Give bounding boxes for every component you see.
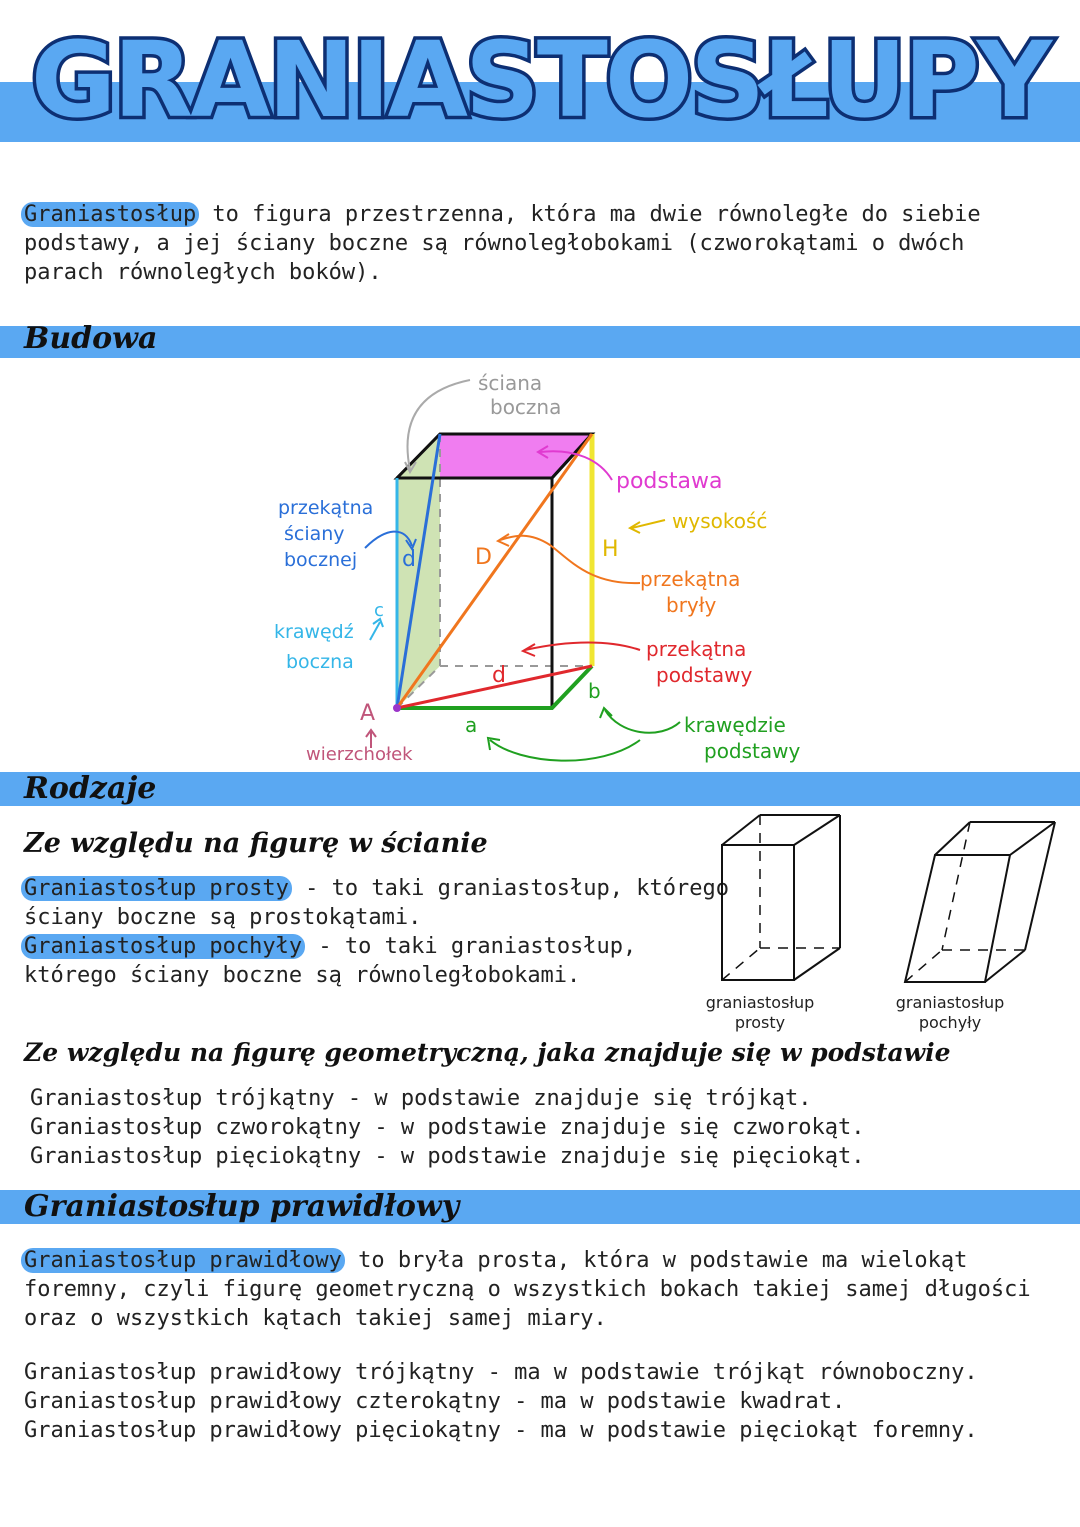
fig1-caption-2: prosty [734, 1013, 786, 1032]
label-a: a [465, 713, 478, 737]
label-A: A [360, 701, 376, 726]
pochyly-line-2: którego ściany boczne są równoległobokami. [24, 963, 581, 988]
prawidlowy-term: Graniastosłup prawidłowy [21, 1248, 345, 1273]
podstawa-types-list [30, 1084, 864, 1171]
podstawa-type-item: Graniastosłup pięciokątny - w podstawie znajduje się pięciokąt. [30, 1144, 865, 1169]
intro-term: Graniastosłup [21, 202, 199, 227]
label-przekatna-sciany-3: bocznej [284, 549, 358, 571]
label-wierzcholek: wierzchołek [306, 744, 413, 765]
intro-line-2: podstawy, a jej ściany boczne są równoległobokami (czworokątami o dwóch [24, 231, 965, 256]
label-d-base: d [492, 663, 506, 688]
intro-paragraph [24, 200, 981, 287]
oblique-prism-sketch [905, 822, 1055, 982]
label-przekatna-bryly-2: bryły [666, 593, 717, 617]
label-przekatna-sciany-2: ściany [284, 523, 345, 545]
label-b: b [588, 679, 601, 703]
label-sciana-2: boczna [490, 395, 562, 419]
right-prism-sketch [722, 815, 840, 980]
label-krawedzie-podstawy-1: krawędzie [684, 713, 786, 737]
intro-line-1: to figura przestrzenna, która ma dwie równoległe do siebie [199, 202, 981, 227]
rodzaje-subheading-2: Ze względu na figurę geometryczną, jaka znajduje się w podstawie [24, 1038, 951, 1067]
label-krawedz-boczna-1: krawędź [274, 621, 354, 643]
rodzaje-heading: Rodzaje [24, 771, 157, 806]
label-przekatna-podstawy-2: podstawy [656, 663, 753, 687]
prawidlowy-example-item: Graniastosłup prawidłowy pięciokątny - ma w podstawie pięciokąt foremny. [24, 1418, 978, 1443]
label-przekatna-bryly-1: przekątna [640, 567, 741, 591]
label-H: H [602, 537, 619, 562]
label-przekatna-sciany-1: przekątna [278, 497, 374, 519]
rodzaje-band [0, 772, 1080, 806]
label-krawedzie-podstawy-2: podstawy [704, 739, 801, 763]
prawidlowy-example-item: Graniastosłup prawidłowy trójkątny - ma w podstawie trójkąt równoboczny. [24, 1360, 978, 1385]
podstawa-type-item: Graniastosłup trójkątny - w podstawie znajduje się trójkąt. [30, 1086, 812, 1111]
rodzaje-subheading-1: Ze względu na figurę w ścianie [24, 828, 488, 859]
label-wysokosc: wysokość [672, 509, 768, 533]
rodzaje-sciany-paragraph [24, 874, 729, 990]
label-krawedz-boczna-2: boczna [286, 651, 354, 673]
label-podstawa: podstawa [616, 469, 723, 494]
budowa-band [0, 321, 1080, 358]
prosty-line-1: - to taki graniastosłup, którego [291, 876, 729, 901]
label-przekatna-podstawy-1: przekątna [646, 637, 747, 661]
prawidlowy-example-item: Graniastosłup prawidłowy czterokątny - ma w podstawie kwadrat. [24, 1389, 846, 1414]
prism-types-figures [700, 805, 1070, 1040]
label-d-face: d [402, 547, 416, 572]
prawidlowy-line-2: foremny, czyli figurę geometryczną o wszystkich bokach takiej samej długości [24, 1277, 1031, 1302]
fig2-caption-2: pochyły [918, 1013, 982, 1032]
pochyly-term: Graniastosłup pochyły [21, 934, 305, 959]
fig2-caption-1: graniastosłup [895, 993, 1005, 1012]
prawidlowy-examples [24, 1358, 978, 1445]
prism-diagram [0, 360, 1080, 770]
prawidlowy-line-1: to bryła prosta, która w podstawie ma wielokąt [344, 1248, 968, 1273]
podstawa-type-item: Graniastosłup czworokątny - w podstawie znajduje się czworokąt. [30, 1115, 865, 1140]
label-D: D [475, 545, 492, 570]
prosty-term: Graniastosłup prosty [21, 876, 292, 901]
label-sciana-1: ściana [478, 371, 543, 395]
prawidlowy-heading: Graniastosłup prawidłowy [24, 1189, 460, 1224]
prawidlowy-paragraph [24, 1246, 1031, 1333]
label-c: c [374, 600, 384, 621]
prosty-line-2: ściany boczne są prostokątami. [24, 905, 422, 930]
intro-line-3: parach równoległych boków). [24, 260, 382, 285]
vertex-a [393, 704, 401, 712]
page-title: GRANIASTOSŁUPY [30, 19, 1050, 141]
pochyly-line-1: - to taki graniastosłup, [305, 934, 637, 959]
prawidlowy-line-3: oraz o wszystkich kątach takiej samej miary. [24, 1306, 607, 1331]
budowa-heading: Budowa [24, 321, 158, 356]
fig1-caption-1: graniastosłup [705, 993, 815, 1012]
